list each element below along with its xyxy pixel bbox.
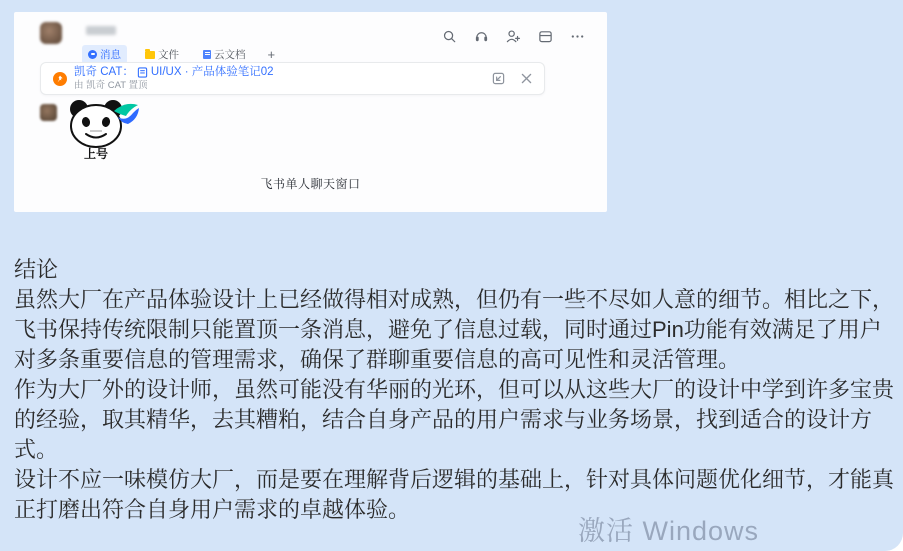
pinned-doc-title: UI/UX · 产品体验笔记02 <box>150 66 274 79</box>
pin-bar-actions <box>492 72 532 85</box>
chat-header-actions <box>442 29 585 44</box>
chat-box-icon[interactable] <box>538 29 553 44</box>
activate-windows-watermark: 激活 Windows <box>578 516 760 546</box>
more-icon[interactable] <box>570 29 585 44</box>
pinned-sender: 凯奇 CAT： <box>74 66 134 79</box>
feishu-chat-screenshot <box>14 12 607 212</box>
tab-files-label: 文件 <box>158 49 179 61</box>
voice-call-icon[interactable] <box>474 29 489 44</box>
pinned-message-title[interactable] <box>74 65 274 79</box>
feishu-logo-icon[interactable] <box>113 101 140 127</box>
article-body <box>14 255 902 525</box>
article-paragraph-1: 虽然大厂在产品体验设计上已经做得相对成熟，但仍有一些不尽如人意的细节。相比之下，飞书保持传统限制只能置顶一条消息，避免了信息过载，同时通过Pin功能有效满足了用户对多条重要信息的管理需求，确保了群聊重要信息的高可见性和灵活管理。 <box>14 287 895 372</box>
message-sender-avatar[interactable] <box>40 104 57 121</box>
plus-icon: + <box>267 47 276 62</box>
screenshot-caption: 飞书单人聊天窗口 <box>260 177 361 191</box>
tab-cloud-docs-label: 云文档 <box>214 49 246 61</box>
open-panel-icon[interactable] <box>492 72 505 85</box>
article-paragraph-3: 设计不应一味模仿大厂，而是要在理解背后逻辑的基础上，针对具体问题优化细节，才能真正打磨出符合自身用户需求的卓越体验。 <box>14 467 895 522</box>
add-tab-button[interactable] <box>264 47 280 62</box>
close-icon[interactable] <box>521 73 532 84</box>
pinned-message-bar[interactable] <box>40 62 545 95</box>
doc-link-icon <box>137 67 148 78</box>
pin-icon <box>53 72 67 86</box>
pinned-meta: 由 凯奇 CAT 置顶 <box>74 79 148 91</box>
sticker-caption: 上号 <box>83 147 109 161</box>
folder-icon <box>145 51 155 59</box>
cloud-doc-icon <box>203 50 211 59</box>
article-paragraph-2: 作为大厂外的设计师，虽然可能没有华丽的光环，但可以从这些大厂的设计中学到许多宝贵的经验，取其精华，去其糟粕，结合自身产品的用户需求与业务场景，找到适合的设计方式。 <box>14 377 895 462</box>
add-member-icon[interactable] <box>506 29 521 44</box>
article-heading: 结论 <box>14 257 59 282</box>
chat-bubble-icon <box>88 50 97 59</box>
pinned-message-text <box>74 65 274 91</box>
contact-name-blurred <box>86 26 116 35</box>
search-icon[interactable] <box>442 29 457 44</box>
avatar[interactable] <box>40 22 62 44</box>
tab-messages-label: 消息 <box>100 49 121 61</box>
